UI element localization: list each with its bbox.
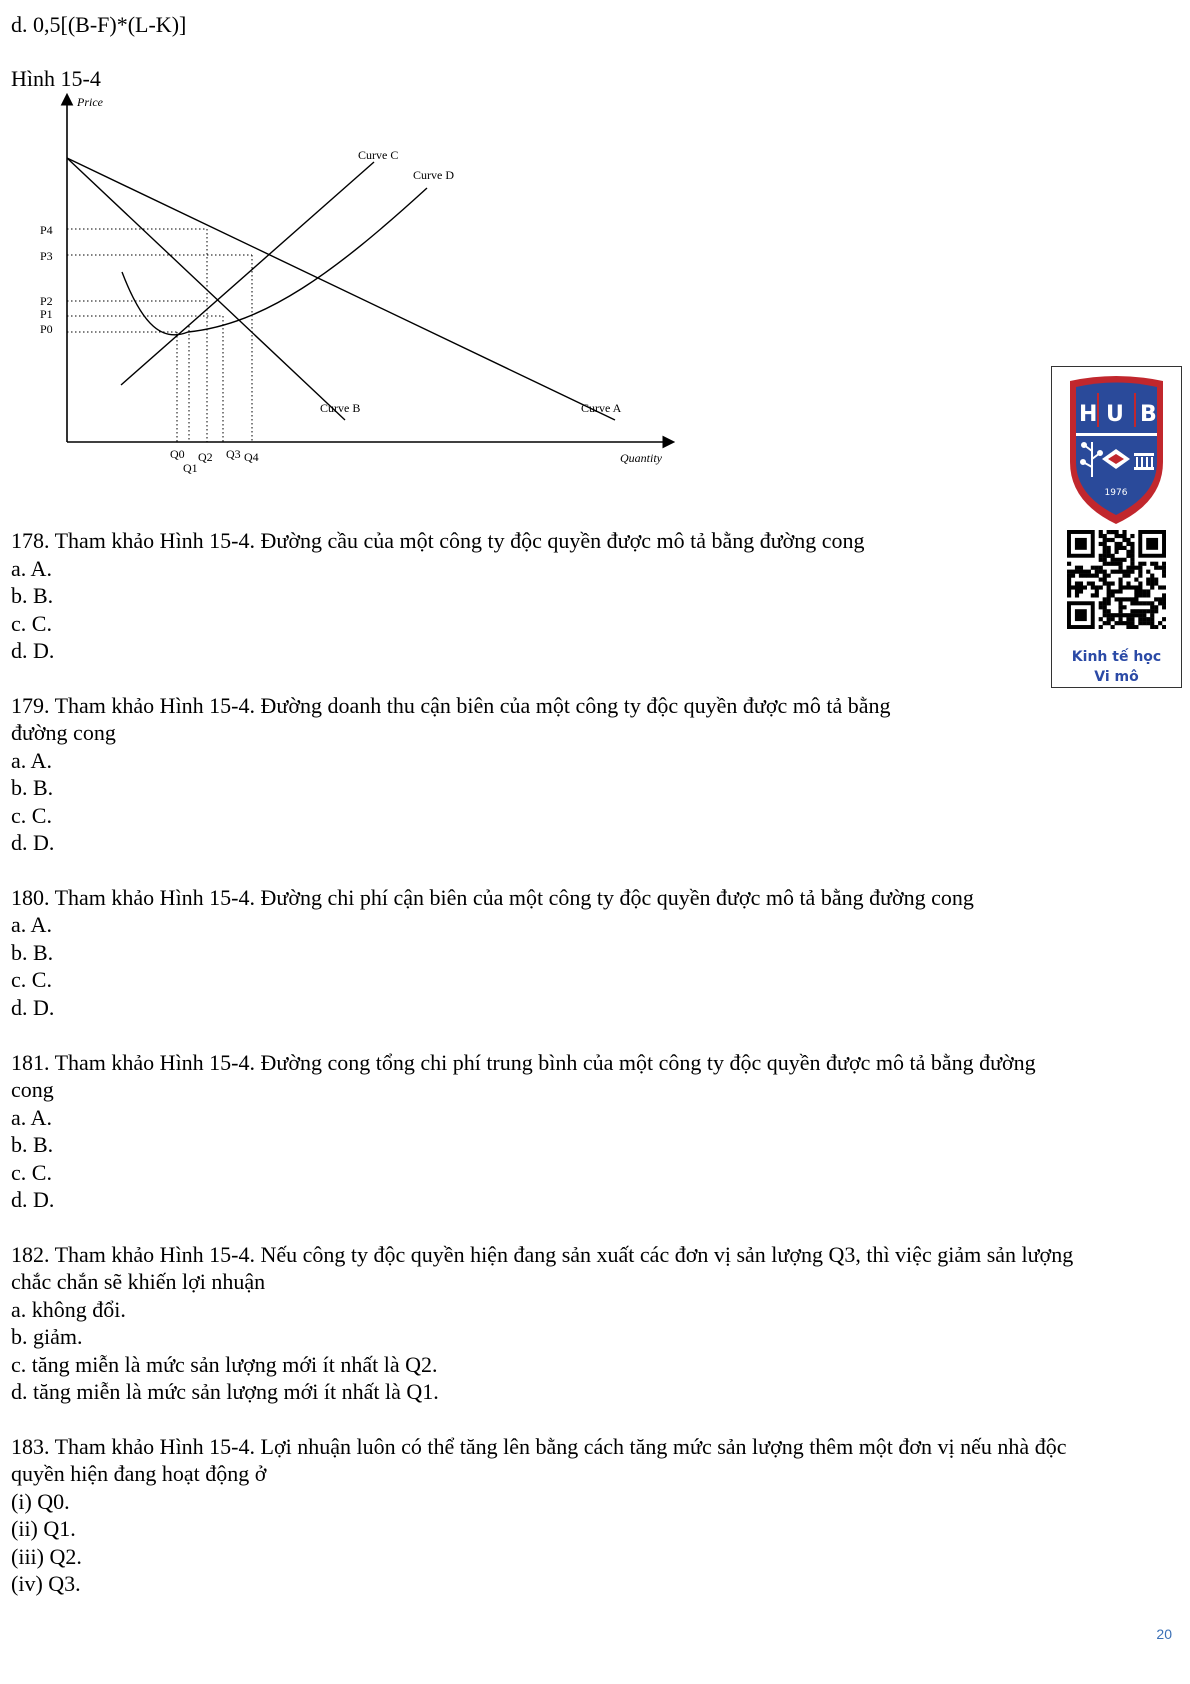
- qr-finder-pattern: [1140, 532, 1164, 556]
- question-179-cont: đường cong: [11, 720, 116, 745]
- logo-caption-line2: Vi mô: [1094, 669, 1139, 685]
- qr-finder-pattern: [1069, 532, 1093, 556]
- page-number: 20: [1156, 1626, 1172, 1642]
- question-183: 183. Tham khảo Hình 15-4. Lợi nhuận luôn có thể tăng lên bằng cách tăng mức sản lượng thêm một đơn vị nếu nhà độc: [11, 1434, 1067, 1459]
- option-c: c. C.: [11, 1160, 52, 1185]
- option-b: b. B.: [11, 775, 54, 800]
- quantity-label-q4: Q4: [244, 450, 259, 464]
- price-label-p4: P4: [40, 223, 53, 237]
- quantity-label-q3: Q3: [226, 447, 241, 461]
- option-b: b. B.: [11, 940, 54, 965]
- x-axis-label: Quantity: [620, 451, 662, 465]
- option-c: c. C.: [11, 611, 52, 636]
- question-183-cont: quyền hiện đang hoạt động ở: [11, 1461, 267, 1486]
- option-a: a. A.: [11, 1105, 52, 1130]
- answer-d-previous: d. 0,5[(B-F)*(L-K)]: [11, 12, 187, 37]
- hub-letter-h: H: [1079, 402, 1098, 427]
- logo-caption-line1: Kinh tế học: [1071, 649, 1162, 665]
- option-iii: (iii) Q2.: [11, 1544, 82, 1569]
- curve-d: [122, 188, 427, 335]
- figure-caption: Hình 15-4: [11, 66, 101, 91]
- hub-letter-u: U: [1106, 402, 1124, 427]
- option-c: c. tăng miễn là mức sản lượng mới ít nhất là Q2.: [11, 1352, 438, 1377]
- price-label-p3: P3: [40, 249, 53, 263]
- price-label-p1: P1: [40, 307, 53, 321]
- option-a: a. A.: [11, 912, 52, 937]
- option-a: a. A.: [11, 556, 52, 581]
- price-label-p2: P2: [40, 294, 53, 308]
- option-c: c. C.: [11, 803, 52, 828]
- quantity-label-q2: Q2: [198, 450, 213, 464]
- quantity-label-q1: Q1: [183, 461, 198, 475]
- option-d: d. D.: [11, 995, 55, 1020]
- hub-year: 1976: [1104, 488, 1128, 498]
- hub-shield-logo: [1052, 367, 1181, 527]
- question-182: 182. Tham khảo Hình 15-4. Nếu công ty độc quyền hiện đang sản xuất các đơn vị sản lượng Q3, thì việc giảm sản lượng: [11, 1242, 1074, 1267]
- option-b: b. B.: [11, 1132, 54, 1157]
- option-iv: (iv) Q3.: [11, 1571, 81, 1596]
- option-d: d. D.: [11, 638, 55, 663]
- curve-c-label: Curve C: [358, 148, 399, 162]
- curve-b: [67, 158, 345, 420]
- option-i: (i) Q0.: [11, 1489, 70, 1514]
- quantity-label-q0: Q0: [170, 447, 185, 461]
- option-d: d. D.: [11, 1187, 55, 1212]
- figure-15-4: [30, 92, 680, 477]
- question-180: 180. Tham khảo Hình 15-4. Đường chi phí cận biên của một công ty độc quyền được mô tả bằng đường cong: [11, 885, 974, 910]
- price-label-p0: P0: [40, 322, 53, 336]
- option-d: d. tăng miễn là mức sản lượng mới ít nhất là Q1.: [11, 1379, 439, 1404]
- curve-a: [67, 158, 615, 420]
- option-c: c. C.: [11, 967, 52, 992]
- question-181: 181. Tham khảo Hình 15-4. Đường cong tổng chi phí trung bình của một công ty độc quyền được mô tả bằng đường: [11, 1050, 1036, 1075]
- option-b: b. giảm.: [11, 1324, 83, 1349]
- qr-finder-pattern: [1069, 603, 1093, 627]
- option-b: b. B.: [11, 583, 54, 608]
- hub-logo-panel: [1051, 366, 1182, 688]
- question-178: 178. Tham khảo Hình 15-4. Đường cầu của một công ty độc quyền được mô tả bằng đường cong: [11, 528, 865, 553]
- curve-d-label: Curve D: [413, 168, 454, 182]
- hub-letter-b: B: [1140, 402, 1157, 427]
- qr-code-icon: [1067, 530, 1166, 629]
- curve-b-label: Curve B: [320, 401, 361, 415]
- question-181-cont: cong: [11, 1077, 54, 1102]
- option-a: a. không đổi.: [11, 1297, 126, 1322]
- curve-c: [121, 162, 374, 385]
- option-ii: (ii) Q1.: [11, 1516, 76, 1541]
- logo-caption: [1052, 647, 1181, 687]
- y-axis-label: Price: [77, 95, 103, 109]
- question-182-cont: chắc chắn sẽ khiến lợi nhuận: [11, 1269, 266, 1294]
- option-d: d. D.: [11, 830, 55, 855]
- curve-a-label: Curve A: [581, 401, 622, 415]
- question-179: 179. Tham khảo Hình 15-4. Đường doanh thu cận biên của một công ty độc quyền được mô tả bằng: [11, 693, 891, 718]
- guide-lines: [67, 229, 252, 442]
- option-a: a. A.: [11, 748, 52, 773]
